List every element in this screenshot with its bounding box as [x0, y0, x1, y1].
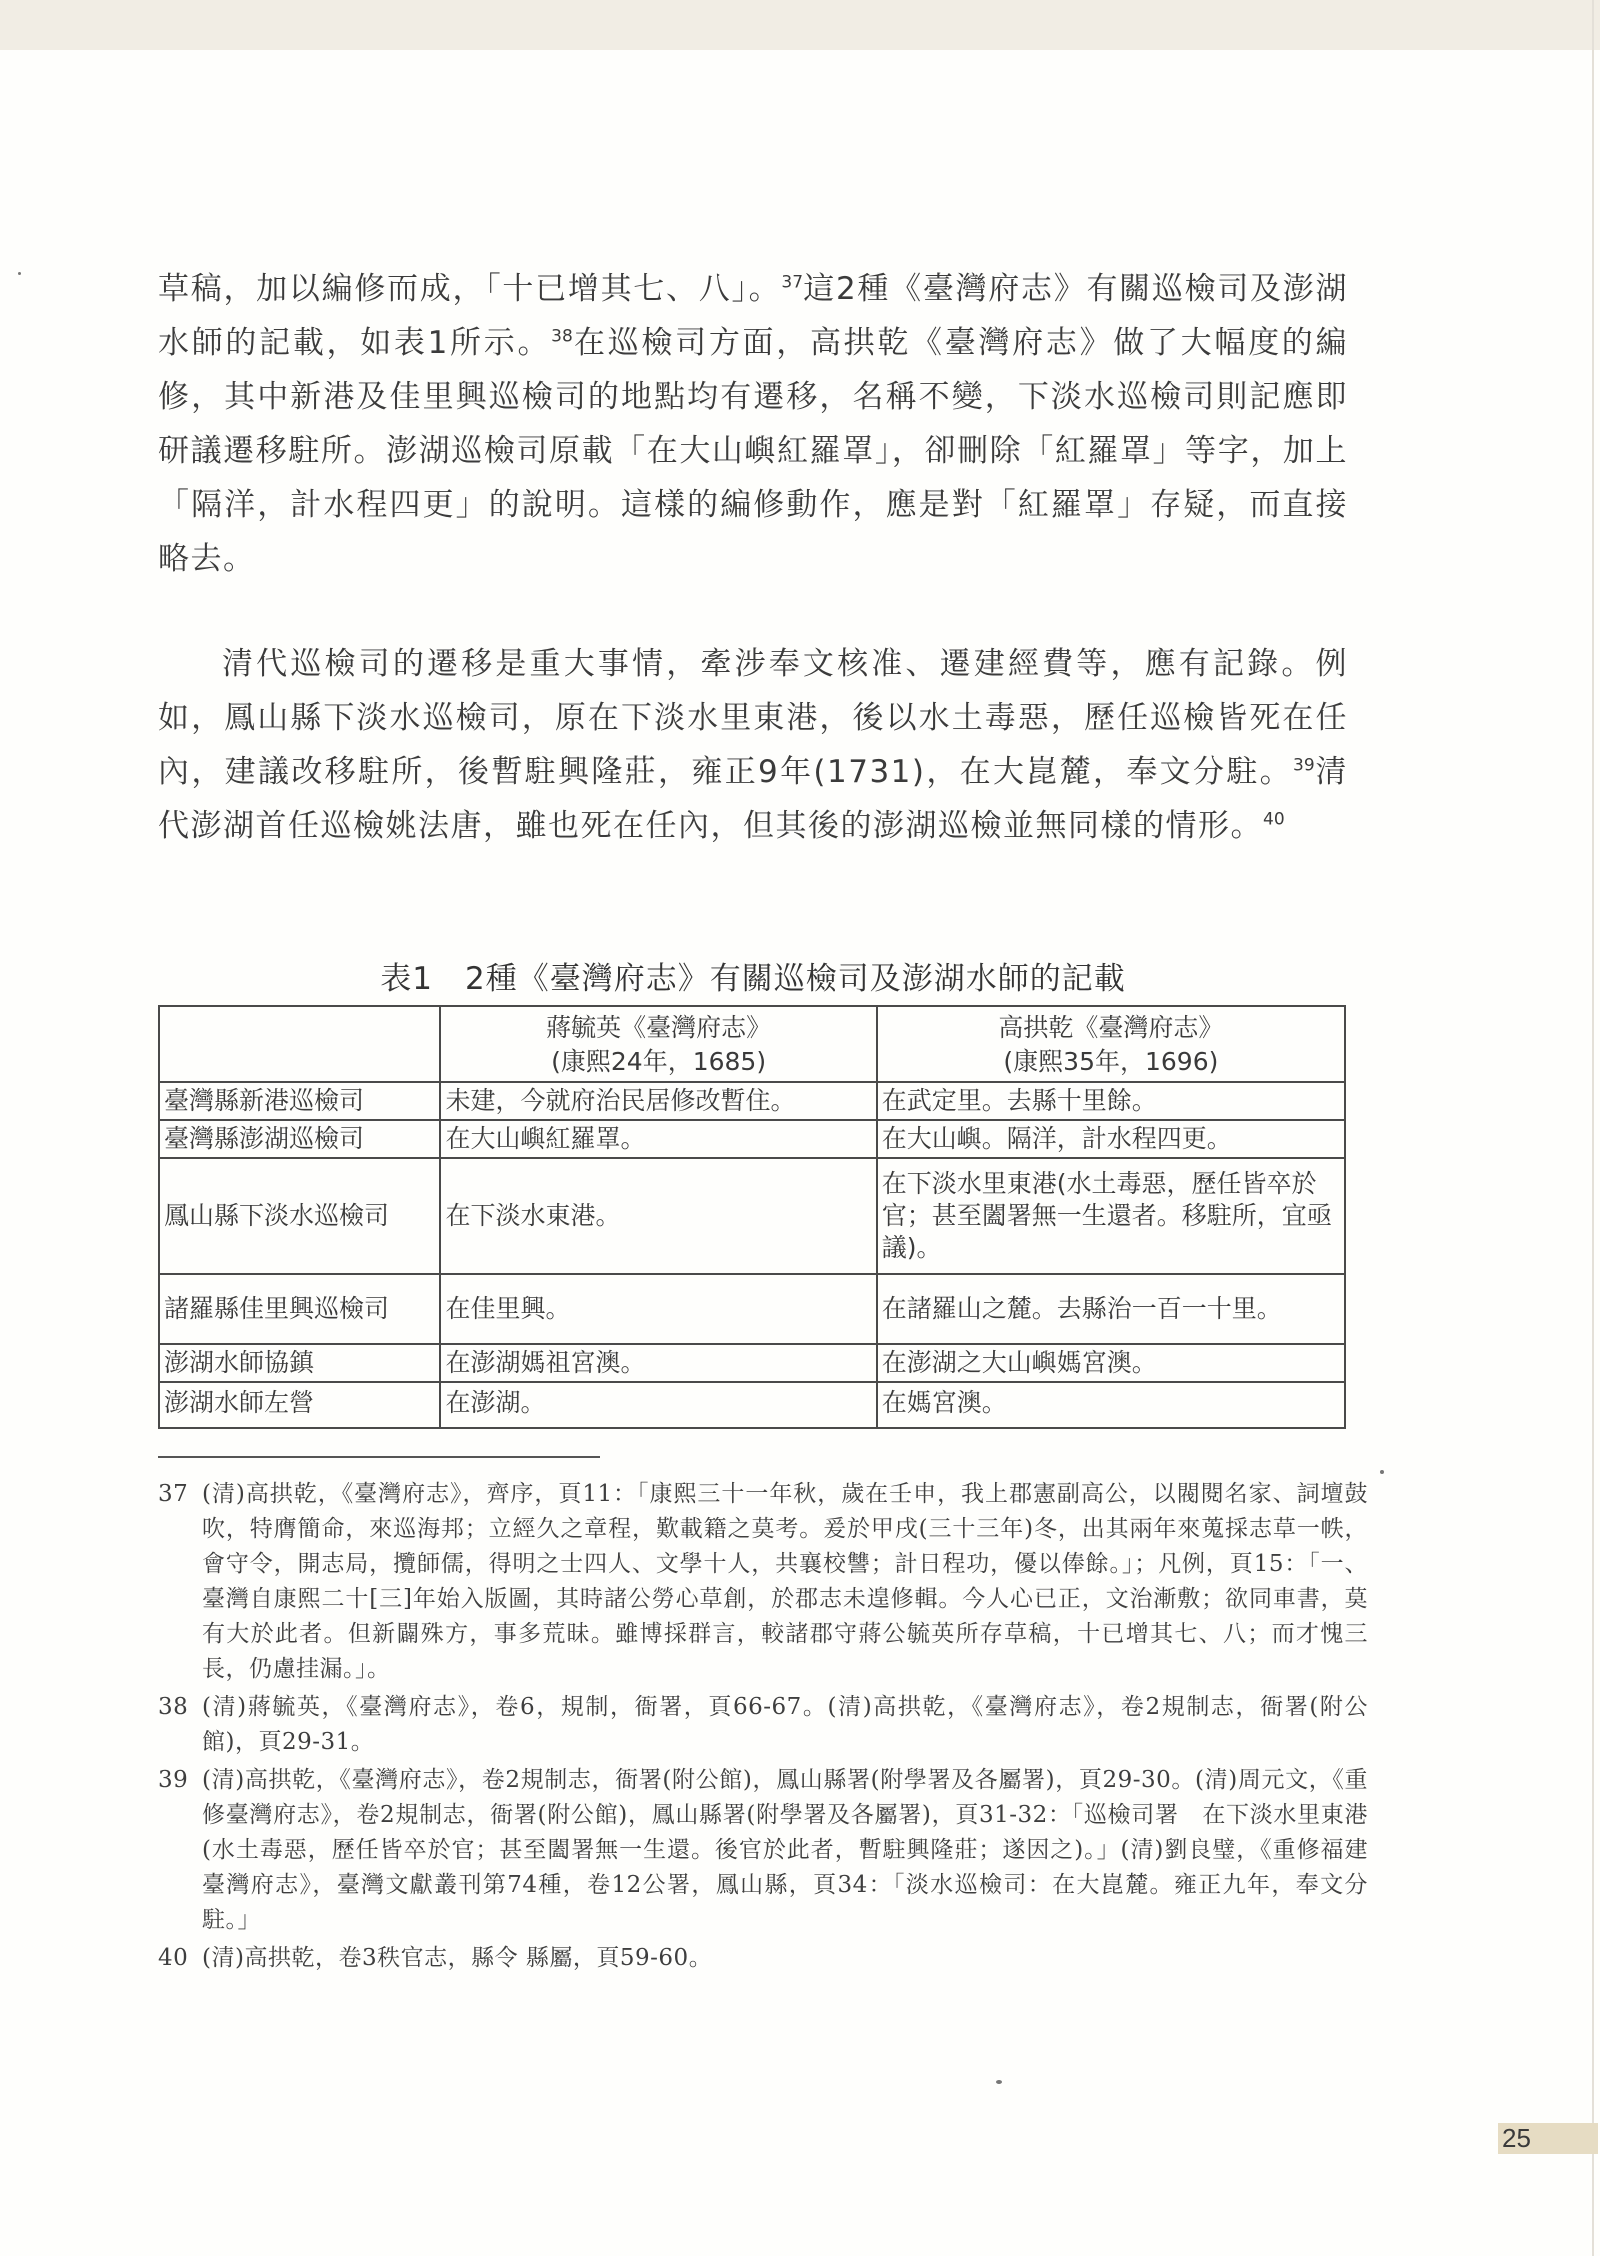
- header-jiang: [440, 1006, 876, 1082]
- footnote-ref-39[interactable]: 39: [1293, 755, 1315, 776]
- row-jiang: 在澎湖。: [440, 1382, 876, 1428]
- table-row: [159, 1082, 1345, 1120]
- header-jiang-title: 蔣毓英《臺灣府志》: [546, 1013, 772, 1042]
- row-jiang: 在澎湖媽祖宮澳。: [440, 1344, 876, 1382]
- paragraph-1-text-b: 這2種《臺灣府志》有關巡檢司及澎湖水師的記載，如表1所示。: [158, 271, 1348, 361]
- row-gao: 在下淡水里東港(水土毒惡，歷任皆卒於官；甚至闔署無一生還者。移駐所，宜亟議)。: [877, 1158, 1345, 1274]
- header-gao: [877, 1006, 1345, 1082]
- table-row: [159, 1120, 1345, 1158]
- footnote-divider: [158, 1456, 600, 1458]
- table-row: [159, 1382, 1345, 1428]
- footnote-40: [158, 1941, 1368, 1976]
- row-gao: 在武定里。去縣十里餘。: [877, 1082, 1345, 1120]
- paragraph-2-text-a: 清代巡檢司的遷移是重大事情，牽涉奉文核准、遷建經費等，應有記錄。例如，鳳山縣下淡水巡檢司，原在下淡水里東港，後以水土毒惡，歷任巡檢皆死在任內，建議改移駐所，後暫駐興隆莊，雍正9年(1731)，在大崑麓，奉文分駐。: [158, 646, 1348, 790]
- paragraph-1: [158, 262, 1348, 586]
- footnote-ref-37[interactable]: 37: [781, 272, 804, 293]
- scan-right-edge: [1592, 0, 1594, 2256]
- footnote-number: 39: [158, 1767, 189, 1793]
- row-name: 臺灣縣澎湖巡檢司: [159, 1120, 440, 1158]
- row-jiang: 在佳里興。: [440, 1274, 876, 1344]
- footnote-37: [158, 1477, 1368, 1687]
- scan-speck: [1380, 1470, 1384, 1474]
- paragraph-2: [158, 637, 1348, 853]
- footnote-39: [158, 1763, 1368, 1938]
- scan-speck: [996, 2080, 1002, 2084]
- paragraph-2-text-b: 清代澎湖首任巡檢姚法唐，雖也死在任內，但其後的澎湖巡檢並無同樣的情形。: [158, 754, 1348, 844]
- row-name: 鳳山縣下淡水巡檢司: [159, 1158, 440, 1274]
- row-jiang: 在大山嶼紅羅罩。: [440, 1120, 876, 1158]
- table-row: [159, 1158, 1345, 1274]
- footnote-text: (清)蔣毓英，《臺灣府志》，卷6，規制，衙署，頁66-67。(清)高拱乾，《臺灣府志》，卷2規制志，衙署(附公館)，頁29-31。: [202, 1694, 1368, 1755]
- row-gao: 在諸羅山之麓。去縣治一百一十里。: [877, 1274, 1345, 1344]
- paragraph-1-text-a: 草稿，加以編修而成，「十已增其七、八」。: [158, 271, 782, 307]
- scan-speck: [18, 272, 21, 275]
- row-name: 臺灣縣新港巡檢司: [159, 1082, 440, 1120]
- table-row: [159, 1344, 1345, 1382]
- row-gao: 在媽宮澳。: [877, 1382, 1345, 1428]
- footnote-text: (清)高拱乾，《臺灣府志》，卷2規制志，衙署(附公館)，鳳山縣署(附學署及各屬署)，頁29-30。(清)周元文，《重修臺灣府志》，卷2規制志，衙署(附公館)，鳳山縣署(附學署及各屬署)，頁31-32：「巡檢司署 在下淡水里東港(水土毒惡，歷任皆卒於官；甚至闔署無一生還。後官於此者，暫駐興隆莊；遂因之)。」(清)劉良璧，《重修福建臺灣府志》，臺灣文獻叢刊第74種，卷12公署，鳳山縣，頁34：「淡水巡檢司：在大崑麓。雍正九年，奉文分駐。」: [202, 1767, 1368, 1933]
- footnote-number: 38: [158, 1694, 189, 1720]
- row-gao: 在澎湖之大山嶼媽宮澳。: [877, 1344, 1345, 1382]
- footnotes: [158, 1477, 1368, 1979]
- scan-top-band: [0, 0, 1600, 50]
- footnote-text: (清)高拱乾，卷3秩官志，縣令 縣屬，頁59-60。: [202, 1945, 713, 1971]
- header-blank: [159, 1006, 440, 1082]
- records-table: [158, 1005, 1346, 1429]
- header-jiang-date: (康熙24年，1685): [551, 1047, 767, 1076]
- row-gao: 在大山嶼。隔洋，計水程四更。: [877, 1120, 1345, 1158]
- footnote-38: [158, 1690, 1368, 1760]
- table-row: [159, 1274, 1345, 1344]
- footnote-ref-40[interactable]: 40: [1263, 809, 1285, 830]
- row-name: 澎湖水師左營: [159, 1382, 440, 1428]
- table-header-row: [159, 1006, 1345, 1082]
- header-gao-title: 高拱乾《臺灣府志》: [998, 1013, 1224, 1042]
- footnote-ref-38[interactable]: 38: [551, 326, 573, 347]
- header-gao-date: (康熙35年，1696): [1003, 1047, 1219, 1076]
- page-number-tab: 25: [1498, 2123, 1598, 2154]
- footnote-number: 37: [158, 1481, 189, 1507]
- row-name: 澎湖水師協鎮: [159, 1344, 440, 1382]
- footnote-number: 40: [158, 1945, 189, 1971]
- row-jiang: 未建，今就府治民居修改暫住。: [440, 1082, 876, 1120]
- row-name: 諸羅縣佳里興巡檢司: [159, 1274, 440, 1344]
- row-jiang: 在下淡水東港。: [440, 1158, 876, 1274]
- paragraph-1-text-c: 在巡檢司方面，高拱乾《臺灣府志》做了大幅度的編修，其中新港及佳里興巡檢司的地點均有遷移，名稱不變，下淡水巡檢司則記應即研議遷移駐所。澎湖巡檢司原載「在大山嶼紅羅罩」，卻刪除「紅羅罩」等字，加上「隔洋，計水程四更」的說明。這樣的編修動作，應是對「紅羅罩」存疑，而直接略去。: [158, 325, 1348, 577]
- table-title: 表1 2種《臺灣府志》有關巡檢司及澎湖水師的記載: [380, 961, 1126, 997]
- footnote-text: (清)高拱乾，《臺灣府志》，齊序，頁11：「康熙三十一年秋，歲在壬申，我上郡憲副高公，以閥閱名家、詞壇鼓吹，特膺簡命，來巡海邦；立經久之章程，歎載籍之莫考。爰於甲戌(三十三年)冬，出其兩年來蒐採志草一帙，會守令，開志局，攬師儒，得明之士四人、文學十人，共襄校讐；計日程功，優以俸餘。」；凡例，頁15：「一、臺灣自康熙二十[三]年始入版圖，其時諸公勞心草創，於郡志未遑修輯。今人心已正，文治漸敷；欲同車書，莫有大於此者。但新闢殊方，事多荒昧。雖博採群言，較諸郡守蔣公毓英所存草稿，十已增其七、八；而才愧三長，仍慮挂漏。」。: [202, 1481, 1368, 1682]
